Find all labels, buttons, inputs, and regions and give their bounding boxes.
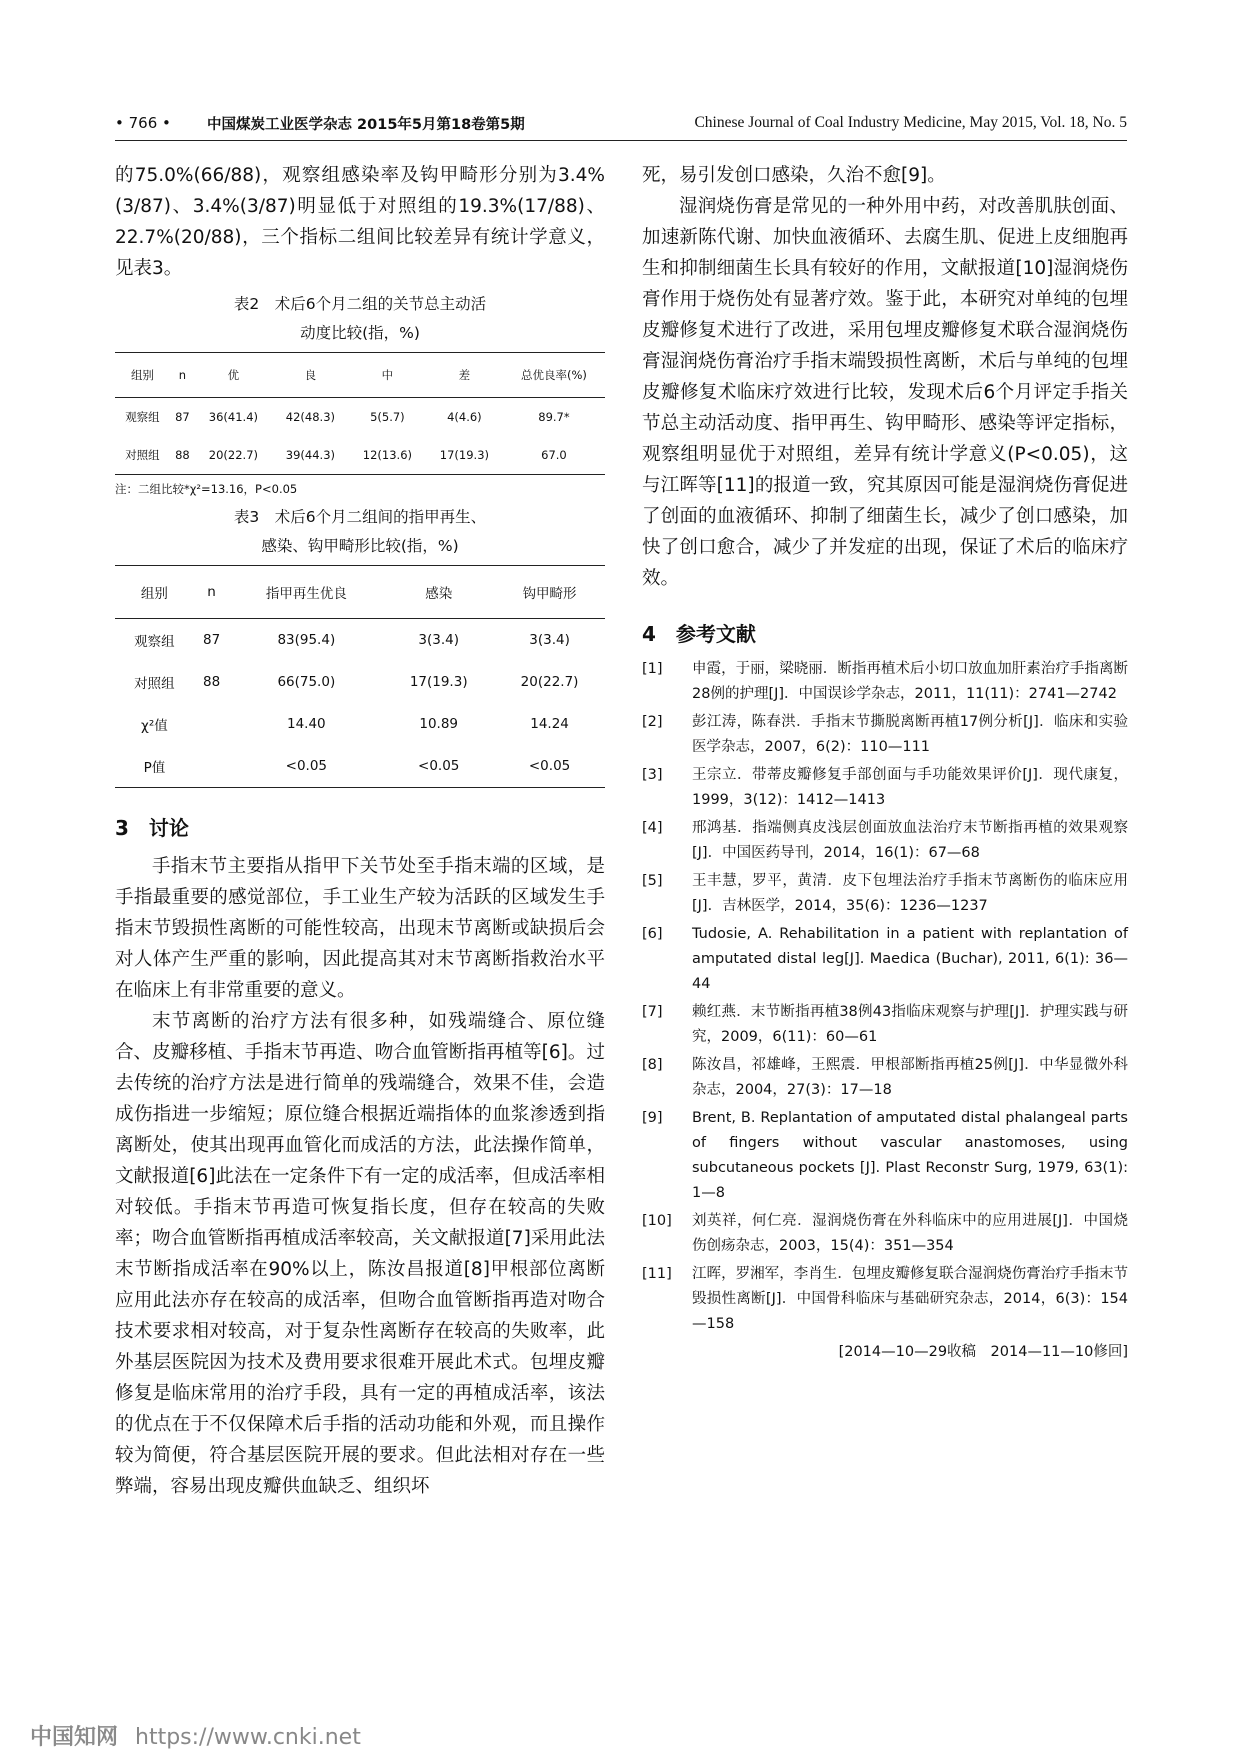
reference-number: [2] [642,714,663,730]
reference-item [642,1106,1128,1206]
table2-header-cell: 优 [195,353,272,398]
table2-caption [115,290,605,348]
table-cell: 20(22.7) [520,674,579,690]
table-cell: 39(44.3) [272,436,349,475]
table-cell: 对照组 [115,436,170,475]
table3-caption-line1: 表3 术后6个月二组间的指甲再生、 [233,508,487,526]
reference-item [642,869,1128,919]
reference-number: [10] [642,1213,672,1229]
reference-text: 王丰慧，罗平，黄清．皮下包埋法治疗手指末节离断伤的临床应用[J]．吉林医学，2014，35(6)：1236—1237 [692,873,1128,914]
table-cell: <0.05 [494,745,605,788]
table-cell: 10.89 [419,716,459,732]
table2-header-cell: 良 [272,353,349,398]
page-number: • 766 • [115,114,171,132]
table2-header-cell: 总优良率(%) [503,353,605,398]
running-header [115,108,1127,138]
reference-number: [5] [642,873,663,889]
journal-title-cn: 中国煤炭工业医学杂志 2015年5月第18卷第5期 [207,116,525,133]
table2-header-row [115,353,605,398]
table-cell: 14.40 [287,716,326,732]
reference-item [642,1053,1128,1103]
table-cell [194,703,230,745]
table3-header-cell: 感染 [383,566,494,619]
table-cell: 17(19.3) [426,436,503,475]
section-4-heading: 4 参考文献 [642,622,756,646]
discussion-paragraph-2: 末节离断的治疗方法有很多种，如残端缝合、原位缝合、皮瓣移植、手指末节再造、吻合血管断指再植等[6]。过去传统的治疗方法是进行简单的残端缝合，效果不佳，会造成伤指进一步缩短；原位缝合根据近端指体的血浆渗透到指离断处，使其出现再血管化而成活的方法，此法操作简单，文献报道[6]此法在一定条件下有一定的成活率，但成活率相对较低。手指末节再造可恢复指长度，但存在较高的失败率；吻合血管断指再植成活率较高，关文献报道[7]采用此法末节断指成活率在90%以上，陈汝昌报道[8]甲根部位离断应用此法亦存在较高的成活率，但吻合血管断指再造对吻合技术要求相对较高，对于复杂性离断存在较高的失败率，此外基层医院因为技术及费用要求很难开展此术式。包埋皮瓣修复是临床常用的治疗手段，具有一定的再植成活率，该法的优点在于不仅保障术后手指的活动功能和外观，而且操作较为简便，符合基层医院开展的要求。但此法相对存在一些弊端，容易出现皮瓣供血缺乏、组织坏 [115,1011,605,1497]
table2-header-cell: 差 [426,353,503,398]
table3-header-cell: 钩甲畸形 [494,566,605,619]
reference-text: Brent, B. Replantation of amputated distal phalangeal parts of fingers without vascular anastomoses, using subcutaneous pockets [J]. Plast Reconstr Surg, 1979, 63(1): 1—8 [692,1110,1128,1201]
reference-item [642,763,1128,813]
reference-number: [9] [642,1110,663,1126]
table2 [115,352,605,475]
table2-caption-line2: 动度比较(指，%) [300,324,420,342]
intro-paragraph: 的75.0%(66/88)，观察组感染率及钩甲畸形分别为3.4%(3/87)、3.4%(3/87)明显低于对照组的19.3%(17/88)、22.7%(20/88)，三个指标二组间比较差异有统计学意义，见表3。 [115,165,605,279]
reference-item [642,1262,1128,1337]
reference-text: 江晖，罗湘军，李肖生．包埋皮瓣修复联合湿润烧伤膏治疗手指末节毁损性离断[J]．中国骨科临床与基础研究杂志，2014，6(3)：154—158 [692,1266,1128,1332]
table-cell: 14.24 [530,716,569,732]
table-cell: 20(22.7) [195,436,272,475]
reference-text: 刘英祥，何仁亮．湿润烧伤膏在外科临床中的应用进展[J]．中国烧伤创疡杂志，2003，15(4)：351—354 [692,1213,1128,1254]
table-cell: χ²值 [141,718,168,734]
table-cell: 67.0 [503,436,605,475]
discussion-paragraph-continued: 死，易引发创口感染，久治不愈[9]。 [642,165,946,186]
header-rule [115,140,1127,141]
table3-header-row [115,566,605,619]
reference-item [642,922,1128,997]
table-cell: 对照组 [134,676,175,692]
table-cell: 89.7* [538,410,570,424]
table-cell: 42(48.3) [285,410,335,424]
reference-number: [7] [642,1004,663,1020]
reference-item [642,710,1128,760]
table-cell: 3(3.4) [529,632,570,648]
reference-text: 申霞，于丽，梁晓丽．断指再植术后小切口放血加肝素治疗手指离断28例的护理[J]．中国误诊学杂志，2011，11(11)：2741—2742 [692,661,1128,702]
table2-header-cell: 中 [349,353,426,398]
table3-header-cell: n [194,566,230,619]
table-cell: 4(4.6) [447,410,482,424]
table-cell: 17(19.3) [409,674,468,690]
table-cell: 66(75.0) [277,674,336,690]
discussion-paragraph-1: 手指末节主要指从指甲下关节处至手指末端的区域，是手指最重要的感觉部位，手工业生产较为活跃的区域发生手指末节毁损性离断的可能性较高，出现末节离断或缺损后会对人体产生严重的影响，因此提高其对末节离断指救治水平在临床上有非常重要的意义。 [115,856,605,1001]
reference-number: [3] [642,767,663,783]
reference-text: 赖红燕．末节断指再植38例43指临床观察与护理[J]．护理实践与研究，2009，6(11)：60—61 [692,1004,1128,1045]
received-date: [2014—10—29收稿 2014—11—10修回] [838,1344,1128,1360]
table-cell: 观察组 [134,634,175,650]
table-cell: 87 [202,632,221,648]
table-cell: P值 [115,745,194,788]
reference-text: 彭江涛，陈春洪．手指末节撕脱离断再植17例分析[J]．临床和实验医学杂志，2007，6(2)：110—111 [692,714,1128,755]
table-cell [194,745,230,788]
right-column [642,160,1128,1361]
cnki-logo: 中国知网 [30,1725,119,1750]
reference-text: 邢鸿基．指端侧真皮浅层创面放血法治疗末节断指再植的效果观察[J]．中国医药导刊，2014，16(1)：67—68 [692,820,1128,861]
table-cell: <0.05 [229,745,383,788]
reference-item [642,657,1128,707]
discussion-paragraph-3: 湿润烧伤膏是常见的一种外用中药，对改善肌肤创面、加速新陈代谢、加快血液循环、去腐生肌、促进上皮细胞再生和抑制细菌生长具有较好的作用，文献报道[10]湿润烧伤膏作用于烧伤处有显著疗效。鉴于此，本研究对单纯的包埋皮瓣修复术进行了改进，采用包埋皮瓣修复术联合湿润烧伤膏湿润烧伤膏治疗手指末端毁损性离断，术后与单纯的包埋皮瓣修复术临床疗效进行比较，发现术后6个月评定手指关节总主动活动度、指甲再生、钩甲畸形、感染等评定指标，观察组明显优于对照组，差异有统计学意义(P<0.05)，这与江晖等[11]的报道一致，究其原因可能是湿润烧伤膏促进了创面的血液循环、抑制了细菌生长，减少了创口感染，加快了创口愈合，减少了并发症的出现，保证了术后的临床疗效。 [642,196,1128,589]
reference-number: [1] [642,661,663,677]
table-row [115,661,605,703]
table-row [115,436,605,475]
reference-number: [8] [642,1057,663,1073]
table-cell: 3(3.4) [418,632,459,648]
table-row [115,619,605,662]
table-cell: 观察组 [125,410,160,424]
table-cell: 5(5.7) [370,410,405,424]
cnki-url[interactable]: https://www.cnki.net [135,1725,361,1750]
reference-number: [4] [642,820,663,836]
table3-header-cell: 组别 [115,566,194,619]
journal-title-en: Chinese Journal of Coal Industry Medicine, May 2015, Vol. 18, No. 5 [694,114,1127,131]
table-row [115,703,605,745]
table2-note: 注：二组比较*χ²=13.16，P<0.05 [115,482,298,496]
table3 [115,565,605,788]
left-column [115,160,605,1502]
table3-header-cell: 指甲再生优良 [229,566,383,619]
table-cell: 36(41.4) [208,410,258,424]
table-row [115,745,605,788]
reference-text: 王宗立．带蒂皮瓣修复手部创面与手功能效果评价[J]．现代康复，1999，3(12)：1412—1413 [692,767,1128,808]
table2-caption-line1: 表2 术后6个月二组的关节总主动活 [233,295,487,313]
reference-item [642,816,1128,866]
reference-item [642,1000,1128,1050]
table3-caption [115,503,605,561]
table-cell: 88 [170,436,195,475]
table-row [115,398,605,437]
reference-text: Tudosie, A. Rehabilitation in a patient with replantation of amputated distal leg[J]. Maedica (Buchar), 2011, 6(1): 36—44 [692,926,1128,992]
table-cell: <0.05 [383,745,494,788]
section-3-heading: 3 讨论 [115,816,189,840]
table-cell: 88 [202,674,221,690]
table2-header-cell: 组别 [115,353,170,398]
table-cell: 83(95.4) [277,632,336,648]
table-cell: 87 [175,410,190,424]
table2-header-cell: n [170,353,195,398]
table3-caption-line2: 感染、钩甲畸形比较(指，%) [261,537,459,555]
table-cell: 12(13.6) [349,436,426,475]
footer-watermark [30,1720,361,1751]
reference-number: [6] [642,926,663,942]
reference-list [642,657,1128,1337]
reference-number: [11] [642,1266,672,1282]
reference-text: 陈汝昌，祁雄峰，王熙震．甲根部断指再植25例[J]．中华显微外科杂志，2004，27(3)：17—18 [692,1057,1128,1098]
reference-item [642,1209,1128,1259]
